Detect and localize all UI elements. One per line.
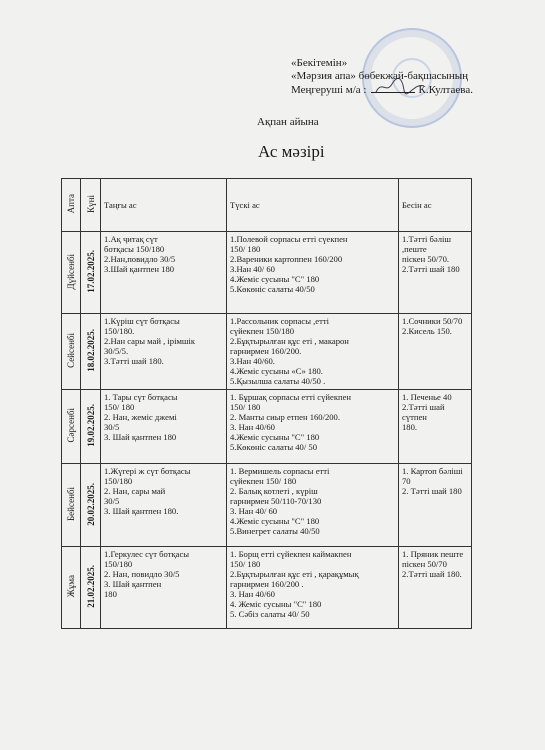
table-row bbox=[62, 314, 472, 390]
month-caption: Ақпан айына bbox=[257, 116, 319, 128]
lunch-cell: 1. Бұршақ сорпасы етті сүйекпен 150/ 180 2. Манты сиыр етпен 160/200. 3. Нан 40/60 4.Жеміс сусыны "С" 180 5.Көкөніс салаты 40/ 50 bbox=[227, 390, 399, 464]
lunch-cell: 1. Борщ етті сүйекпен каймакпен 150/ 180 2.Бұқтырылған құс еті , қарақұмық гарнирмен 160/200 . 3. Нан 40/60 4. Жеміс сусыны "С" 180 5. Сәбіз салаты 40/ 50 bbox=[227, 547, 399, 629]
breakfast-cell: 1.Ақ ҷитақ сүт ботқасы 150/180 2.Нан,повидло 30/5 3.Шай қантпен 180 bbox=[101, 232, 227, 314]
lunch-cell: 1.Полевой сорпасы етті сүекпен 150/ 180 2.Вареники картоппен 160/200 3.Нан 40/ 60 4.Жеміс сусыны "С" 180 5.Көкөніс салаты 40/50 bbox=[227, 232, 399, 314]
table-header-row bbox=[62, 179, 472, 232]
breakfast-cell: 1.Жүгері ж сүт ботқасы 150/180 2. Нан, сары май 30/5 3. Шай қантпен 180. bbox=[101, 464, 227, 547]
approval-heading: «Бекітемін» bbox=[291, 57, 348, 69]
snack-cell: 1.Сочники 50/70 2.Кисель 150. bbox=[399, 314, 472, 390]
head-label: Меңгеруші м/а : bbox=[291, 84, 367, 96]
lunch-cell: 1. Вермишель сорпасы етті сүйекпен 150/ 180 2. Балық котлеті , күріш гарнирмен 50/110-70/130 3. Нан 40/ 60 4.Жеміс сусыны "С" 180 5.Винегрет салаты 40/50 bbox=[227, 464, 399, 547]
lunch-cell: 1.Рассольник сорпасы ,етті сүйекпен 150/180 2.Бұқтырылған құс еті , макарон гарнирмен 160/200. 3.Нан 40/60. 4.Жеміс сусыны «С» 180. 5.Қызылша салаты 40/50 . bbox=[227, 314, 399, 390]
weekday-cell: Жұма bbox=[62, 547, 81, 629]
date-cell: 18.02.2025. bbox=[81, 314, 101, 390]
col-breakfast-header: Таңғы ас bbox=[101, 179, 227, 232]
col-week-header: Апта bbox=[62, 179, 81, 232]
head-name: К.Култаева. bbox=[418, 84, 473, 96]
table-row bbox=[62, 547, 472, 629]
weekday-cell: Дүйсенбі bbox=[62, 232, 81, 314]
table-row bbox=[62, 390, 472, 464]
col-day-header: Күні bbox=[81, 179, 101, 232]
col-lunch-header: Түскі ас bbox=[227, 179, 399, 232]
signature-blank bbox=[371, 92, 415, 93]
breakfast-cell: 1.Күріш сүт ботқасы 150/180. 2.Нан сары май , ірімшік 30/5/5. 3.Тәтті шай 180. bbox=[101, 314, 227, 390]
col-snack-header: Бесін ас bbox=[399, 179, 472, 232]
snack-cell: 1. Пряник пеште піскен 50/70 2.Тәтті шай 180. bbox=[399, 547, 472, 629]
weekday-cell: Сейсенбі bbox=[62, 314, 81, 390]
breakfast-cell: 1.Геркулес сүт ботқасы 150/180 2. Нан, повидло 30/5 3. Шай қантпен 180 bbox=[101, 547, 227, 629]
breakfast-cell: 1. Тары сүт ботқасы 150/ 180 2. Нан, жеміс джемі 30/5 3. Шай қантпен 180 bbox=[101, 390, 227, 464]
date-cell: 17.02.2025. bbox=[81, 232, 101, 314]
date-cell: 20.02.2025. bbox=[81, 464, 101, 547]
date-cell: 19.02.2025. bbox=[81, 390, 101, 464]
page-title: Ас мәзірі bbox=[258, 142, 325, 161]
snack-cell: 1. Картоп бәліші 70 2. Тәтті шай 180 bbox=[399, 464, 472, 547]
snack-cell: 1. Печенье 40 2.Тәтті шай сүтпен 180. bbox=[399, 390, 472, 464]
date-cell: 21.02.2025. bbox=[81, 547, 101, 629]
organization-name: «Мәрзия апа» бөбекжай-бақшасының bbox=[291, 70, 469, 82]
table-row bbox=[62, 464, 472, 547]
menu-table bbox=[61, 178, 472, 629]
snack-cell: 1.Тәтті бәліш ,пеште піскен 50/70. 2.Тәтті шай 180 bbox=[399, 232, 472, 314]
weekday-cell: Сәрсенбі bbox=[62, 390, 81, 464]
weekday-cell: Бейсенбі bbox=[62, 464, 81, 547]
table-row bbox=[62, 232, 472, 314]
head-signature-line bbox=[291, 84, 473, 97]
